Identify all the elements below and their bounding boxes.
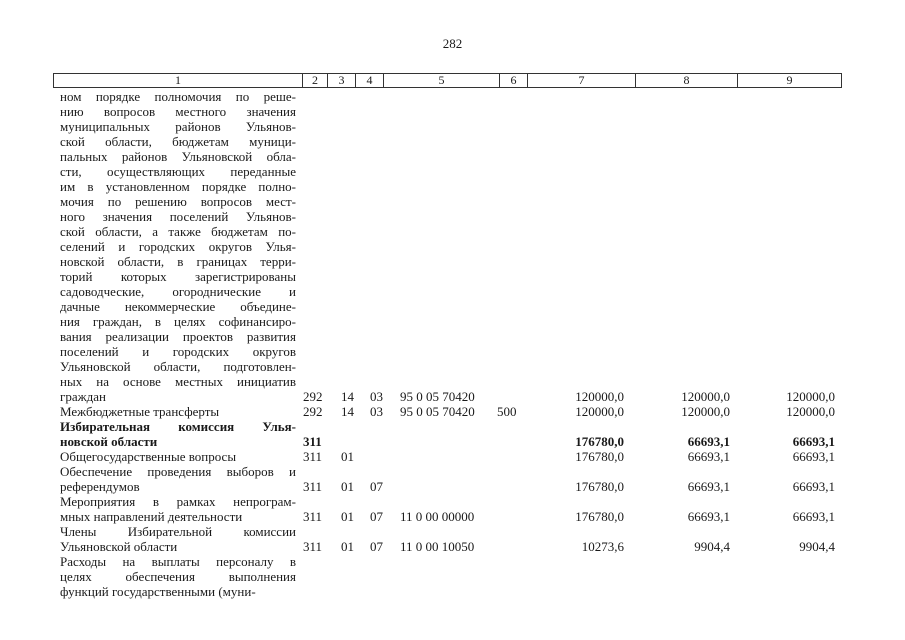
header-col-6: 6: [499, 74, 527, 87]
row-name-line: ния граждан, в целях софинансиро-: [60, 314, 296, 329]
header-col-7: 7: [527, 74, 635, 87]
page-number: 282: [442, 36, 463, 51]
row-name: [60, 494, 296, 524]
cell-c2: 311: [303, 434, 322, 449]
cell-c3: 14: [341, 404, 354, 419]
row-name: [60, 419, 296, 449]
cell-c9: 66693,1: [792, 509, 835, 524]
row-name-line: пальных районов Ульяновской обла-: [60, 149, 296, 164]
cell-c7: 120000,0: [575, 389, 624, 404]
cell-c4: 03: [370, 404, 383, 419]
cell-c4: 03: [370, 389, 383, 404]
row-name-line: референдумов: [60, 479, 140, 494]
table-row: [0, 494, 905, 524]
row-name-line: Избирательная комиссия Улья-: [60, 419, 296, 434]
cell-c3: 01: [341, 479, 354, 494]
cell-c9: 66693,1: [792, 449, 835, 464]
cell-c7: 176780,0: [575, 509, 624, 524]
row-name-line: ных на основе местных инициатив: [60, 374, 296, 389]
cell-c7: 176780,0: [575, 479, 624, 494]
row-name-line: селений и городских округов Улья-: [60, 239, 296, 254]
cell-c8: 66693,1: [687, 449, 730, 464]
cell-c8: 120000,0: [681, 389, 730, 404]
row-name-line: новской области, в границах терри-: [60, 254, 296, 269]
row-name: [60, 449, 296, 464]
cell-c3: 01: [341, 509, 354, 524]
header-col-1: 1: [175, 73, 181, 87]
row-name: [60, 404, 296, 419]
cell-c7: 120000,0: [575, 404, 624, 419]
row-name-line: Мероприятия в рамках непрограм-: [60, 494, 296, 509]
row-name-line: торий которых зарегистрированы: [60, 269, 296, 284]
row-name: [60, 554, 296, 599]
cell-c8: 66693,1: [687, 434, 730, 449]
cell-c2: 311: [303, 509, 323, 524]
cell-c8: 9904,4: [694, 539, 730, 554]
table-row: [0, 524, 905, 554]
cell-c2: 311: [303, 539, 323, 554]
row-name-line: функций государственными (муни-: [60, 584, 256, 599]
row-name-line: мочия по решению вопросов мест-: [60, 194, 296, 209]
table-row: [0, 464, 905, 494]
cell-c3: 14: [341, 389, 354, 404]
row-name-line: Межбюджетные трансферты: [60, 404, 220, 419]
row-name-line: поселений и городских округов: [60, 344, 296, 359]
table-row: [0, 554, 905, 599]
row-name-line: ской области, бюджетам муници-: [60, 134, 296, 149]
row-name-line: сти, осуществляющих переданные: [60, 164, 296, 179]
row-name: [60, 464, 296, 494]
cell-c9: 9904,4: [799, 539, 835, 554]
cell-c3: 01: [341, 539, 354, 554]
cell-c4: 07: [370, 509, 383, 524]
table-row: [0, 89, 905, 404]
row-name-line: Ульяновской области: [60, 539, 178, 554]
table-row: [0, 404, 905, 419]
header-col-8: 8: [635, 74, 737, 87]
row-name-line: Обеспечение проведения выборов и: [60, 464, 296, 479]
cell-c8: 66693,1: [687, 509, 730, 524]
row-name-line: ном порядке полномочия по реше-: [60, 89, 296, 104]
cell-c9: 120000,0: [786, 389, 835, 404]
row-name-line: Ульяновской области, подготовлен-: [60, 359, 296, 374]
row-name-line: Расходы на выплаты персоналу в: [60, 554, 296, 569]
cell-c5: 95 0 05 70420: [400, 389, 475, 404]
row-name-line: им в установленном порядке полно-: [60, 179, 296, 194]
cell-c7: 10273,6: [581, 539, 624, 554]
cell-c2: 292: [303, 389, 323, 404]
table-row: [0, 419, 905, 449]
cell-c5: 11 0 00 00000: [400, 509, 475, 524]
header-col-9: 9: [737, 74, 841, 87]
cell-c8: 66693,1: [687, 479, 730, 494]
row-name-line: нию вопросов местного значения: [60, 104, 296, 119]
row-name: [60, 89, 296, 404]
header-col-4: 4: [355, 74, 383, 87]
header-col-3: 3: [327, 74, 355, 87]
row-name-line: целях обеспечения выполнения: [60, 569, 296, 584]
row-name-line: садоводческие, огороднические и: [60, 284, 296, 299]
row-name-line: Общегосударственные вопросы: [60, 449, 237, 464]
cell-c8: 120000,0: [681, 404, 730, 419]
cell-c7: 176780,0: [575, 434, 624, 449]
cell-c9: 120000,0: [786, 404, 835, 419]
row-name-line: дачные некоммерческие объедине-: [60, 299, 296, 314]
row-name-line: вания реализации проектов развития: [60, 329, 296, 344]
table-row: [0, 449, 905, 464]
cell-c4: 07: [370, 539, 383, 554]
cell-c2: 292: [303, 404, 323, 419]
header-col-2: 2: [302, 74, 327, 87]
cell-c4: 07: [370, 479, 383, 494]
row-name: [60, 524, 296, 554]
row-name-line: ного значения поселений Ульянов-: [60, 209, 296, 224]
cell-c3: 01: [341, 449, 354, 464]
row-name-line: мных направлений деятельности: [60, 509, 243, 524]
row-name-line: граждан: [60, 389, 106, 404]
header-col-5: 5: [383, 74, 499, 87]
cell-c9: 66693,1: [792, 479, 835, 494]
row-name-line: ской области, а также бюджетам по-: [60, 224, 296, 239]
cell-c2: 311: [303, 479, 323, 494]
row-name-line: новской области: [60, 434, 158, 449]
cell-c5: 11 0 00 10050: [400, 539, 475, 554]
cell-c6: 500: [497, 404, 517, 419]
cell-c7: 176780,0: [575, 449, 624, 464]
cell-c5: 95 0 05 70420: [400, 404, 475, 419]
cell-c9: 66693,1: [792, 434, 835, 449]
row-name-line: муниципальных районов Ульянов-: [60, 119, 296, 134]
row-name-line: Члены Избирательной комиссии: [60, 524, 296, 539]
cell-c2: 311: [303, 449, 323, 464]
